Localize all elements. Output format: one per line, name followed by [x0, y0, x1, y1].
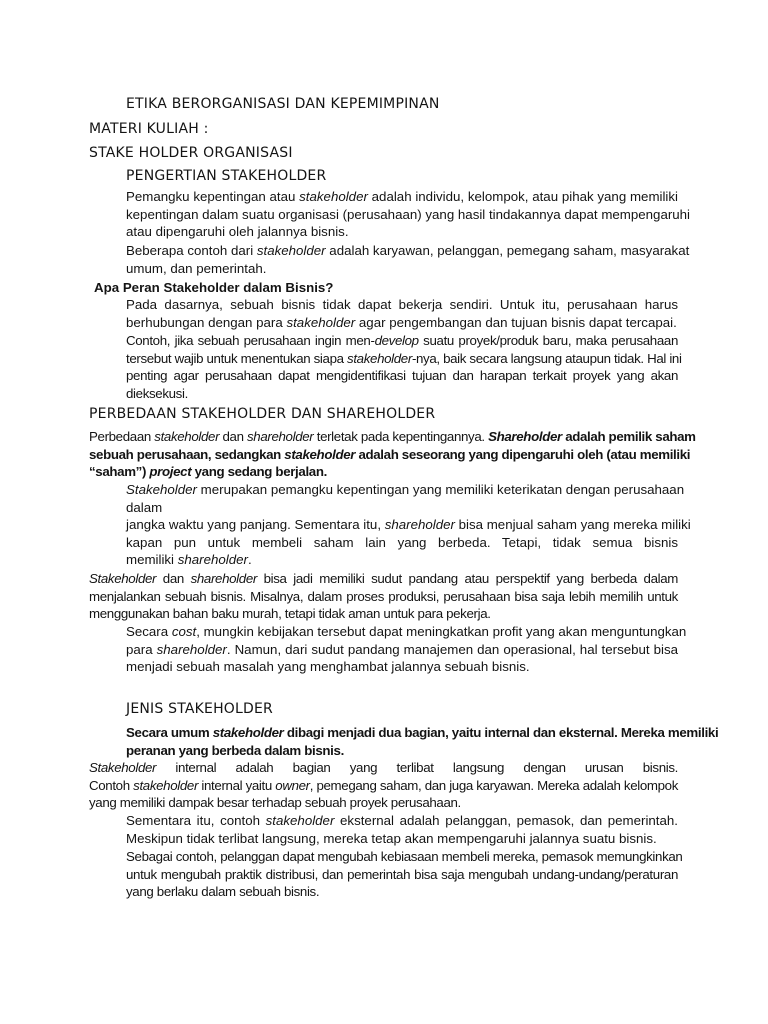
materi-kuliah-heading: MATERI KULIAH :: [89, 121, 209, 137]
perbedaan-paragraph-3: [89, 570, 678, 623]
pengertian-paragraph-1: [126, 188, 691, 241]
text-line: “saham”) project yang sedang berjalan.: [89, 464, 327, 480]
text-line: Contoh stakeholder internal yaitu owner, pemegang saham, dan juga karyawan. Mereka adalah kelompok: [89, 777, 679, 793]
text-line: Pada dasarnya, sebuah bisnis tidak dapat bekerja sendiri. Untuk itu, perusahaan harus: [126, 297, 678, 312]
text-line: Stakeholder internal adalah bagian yang terlibat langsung dengan urusan bisnis.: [89, 760, 678, 775]
text-line: menjadi sebuah masalah yang menghambat jalannya sebuah bisnis.: [126, 659, 530, 675]
italic-term: stakeholder: [133, 777, 199, 793]
text-line: Sementara itu, contoh stakeholder eksternal adalah pelanggan, pemasok, dan pemerintah.: [126, 813, 678, 828]
text-line: dieksekusi.: [126, 385, 188, 401]
text-line: para shareholder. Namun, dari sudut pandang manajemen dan operasional, hal tersebut bisa: [126, 641, 679, 657]
text-line: memiliki shareholder.: [126, 552, 252, 568]
italic-term: Stakeholder: [126, 482, 197, 497]
text-line: Stakeholder merupakan pemangku kepentingan yang memiliki keterikatan dengan perusahaan: [126, 482, 685, 497]
italic-term: Stakeholder: [89, 571, 157, 586]
jenis-heading: JENIS STAKEHOLDER: [126, 701, 273, 717]
text-line: menjalankan sebuah bisnis. Misalnya, dalam proses produksi, perusahaan bisa saja lebih memilih untuk: [89, 588, 678, 604]
text-line: Secara umum stakeholder dibagi menjadi dua bagian, yaitu internal dan eksternal. Mereka memiliki: [126, 725, 719, 740]
italic-term: stakeholder: [154, 429, 220, 444]
text-line: untuk mengubah praktik distribusi, dan pemerintah bisa saja mengubah undang-undang/peraturan: [126, 866, 678, 882]
text-line: berhubungan dengan para stakeholder agar pengembangan dan tujuan bisnis dapat tercapai.: [126, 314, 677, 330]
jenis-paragraph-4: [126, 848, 683, 901]
text-line: penting agar perusahaan dapat mengidentifikasi tujuan dan harapan terkait proyek yang akan: [126, 368, 678, 384]
italic-term: stakeholder: [265, 813, 335, 828]
italic-term: stakeholder: [212, 725, 284, 740]
text-line: sebuah perusahaan, sedangkan stakeholder adalah seseorang yang dipengaruhi oleh (atau memiliki: [89, 446, 691, 462]
document-title: ETIKA BERORGANISASI DAN KEPEMIMPINAN: [126, 96, 440, 112]
italic-term: owner: [275, 777, 310, 793]
intro-plain-text: Perbedaan stakeholder dan shareholder terletak pada kepentingannya.: [89, 429, 485, 444]
italic-term: develop: [374, 333, 419, 348]
jenis-intro: [126, 724, 719, 759]
peran-question-heading: Apa Peran Stakeholder dalam Bisnis?: [94, 280, 334, 295]
italic-term: shareholder: [156, 641, 227, 657]
italic-term: shareholder: [177, 552, 248, 568]
text-line: jangka waktu yang panjang. Sementara itu, shareholder bisa menjual saham yang mereka miliki: [126, 517, 691, 533]
text-line: tersebut wajib untuk menentukan siapa stakeholder-nya, baik secara langsung ataupun tidak. Hal ini: [126, 350, 682, 366]
stake-holder-organisasi-heading: STAKE HOLDER ORGANISASI: [89, 145, 293, 161]
text-line: dalam: [126, 499, 163, 515]
italic-term: stakeholder: [347, 350, 412, 366]
pengertian-heading: PENGERTIAN STAKEHOLDER: [126, 168, 327, 184]
pengertian-paragraph-2: [126, 242, 690, 277]
italic-term: shareholder: [384, 517, 455, 533]
peran-paragraph-2: [126, 332, 682, 402]
text-line: kapan pun untuk membeli saham lain yang berbeda. Tetapi, tidak semua bisnis: [126, 534, 678, 550]
text-line: yang memiliki dampak besar terhadap sebuah proyek perusahaan.: [89, 795, 461, 811]
text-line: umum, dan pemerintah.: [126, 260, 267, 276]
italic-term: stakeholder: [284, 446, 356, 462]
text-line: kepentingan dalam suatu organisasi (perusahaan) yang hasil tindakannya dapat mempengaruhi: [126, 206, 691, 222]
text-line: yang berlaku dalam sebuah bisnis.: [126, 884, 320, 900]
text-line: Beberapa contoh dari stakeholder adalah karyawan, pelanggan, pemegang saham, masyarakat: [126, 243, 690, 258]
jenis-paragraph-2: [89, 759, 678, 812]
perbedaan-heading: PERBEDAAN STAKEHOLDER DAN SHAREHOLDER: [89, 406, 436, 422]
text-line: Meskipun tidak terlibat langsung, mereka tetap akan mempengaruhi jalannya suatu bisnis.: [126, 830, 657, 846]
text-line: Stakeholder dan shareholder bisa jadi memiliki sudut pandang atau perspektif yang berbeda dalam: [89, 571, 678, 586]
text-line: peranan yang berbeda dalam bisnis.: [126, 742, 344, 758]
italic-term: shareholder: [190, 571, 257, 586]
italic-term: Shareholder: [488, 429, 562, 444]
perbedaan-paragraph-4: [126, 623, 687, 676]
italic-term: shareholder: [247, 429, 314, 444]
italic-term: stakeholder: [256, 243, 326, 258]
italic-term: project: [149, 464, 192, 480]
text-line: Pemangku kepentingan atau stakeholder adalah individu, kelompok, atau pihak yang memiliki: [126, 189, 678, 204]
italic-term: stakeholder: [299, 189, 368, 204]
perbedaan-paragraph-2: [126, 481, 691, 569]
text-line: atau dipengaruhi oleh jalannya bisnis.: [126, 224, 349, 240]
text-line: menggunakan bahan baku murah, tetapi tidak aman untuk para pekerja.: [89, 606, 491, 622]
peran-paragraph-1: [126, 296, 678, 331]
text-line: Secara cost, mungkin kebijakan tersebut dapat meningkatkan profit yang akan menguntungkan: [126, 624, 687, 639]
text-line: Sebagai contoh, pelanggan dapat mengubah kebiasaan membeli mereka, pemasok memungkinkan: [126, 849, 683, 864]
text-line: Contoh, jika sebuah perusahaan ingin men-develop suatu proyek/produk baru, maka perusahaan: [126, 333, 678, 348]
text-line: [89, 428, 696, 446]
italic-term: Stakeholder: [89, 760, 157, 775]
perbedaan-intro: [89, 428, 696, 481]
italic-term: cost: [171, 624, 197, 639]
intro-bold-text: Shareholder adalah pemilik saham: [488, 429, 696, 444]
jenis-paragraph-3: [126, 812, 678, 847]
italic-term: stakeholder: [286, 314, 356, 330]
